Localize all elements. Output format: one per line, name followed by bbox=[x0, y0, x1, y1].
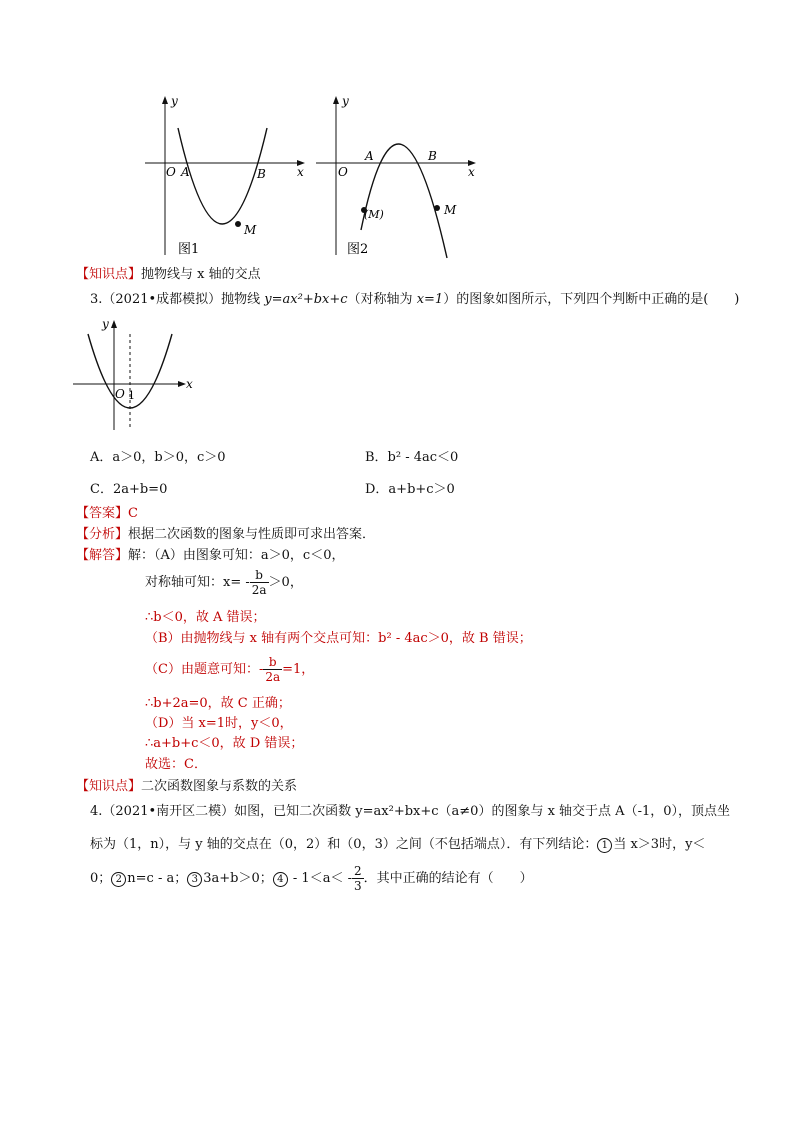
fig1-caption: 图1 bbox=[178, 242, 200, 257]
fig2-m-label: M bbox=[444, 203, 457, 217]
solution-5-text: （C）由题意可知：- bbox=[145, 662, 264, 677]
q3-option-d: D．a+b+c＞0 bbox=[365, 482, 455, 497]
q3-analysis bbox=[76, 523, 375, 542]
knowledge-point-tag: 【知识点】 bbox=[76, 779, 142, 794]
q3-solution-line-7: （D）当 x=1时，y＜0， bbox=[145, 716, 293, 731]
q3-solution-line-3: ∴b＜0，故 A 错误； bbox=[145, 610, 266, 625]
solution-2-fraction bbox=[250, 568, 269, 597]
figure-2 bbox=[312, 90, 482, 260]
q4-line-3 bbox=[90, 864, 533, 893]
q3-option-b: B．b² - 4ac＜0 bbox=[365, 450, 459, 465]
fraction-denominator: 3 bbox=[353, 879, 362, 893]
solution-text: 解：（A）由图象可知：a＞0，c＜0， bbox=[128, 548, 345, 563]
q4-line-3-suffix: ．其中正确的结论有（ ） bbox=[363, 871, 533, 886]
conclusion-4-fraction bbox=[352, 864, 364, 893]
fig1-origin-label: O bbox=[166, 165, 176, 179]
solution-tag: 【解答】 bbox=[76, 548, 129, 563]
fig2-a-label: A bbox=[365, 149, 374, 163]
knowledge-point-text: 抛物线与 x 轴的交点 bbox=[141, 267, 261, 282]
fig2-caption: 图2 bbox=[347, 242, 369, 257]
conclusion-3-text: 3a+b＞0； bbox=[203, 871, 273, 886]
q3-solution-line-1 bbox=[76, 544, 344, 563]
fig1-y-arrow bbox=[162, 96, 168, 104]
q3-solution-line-6: ∴b+2a=0，故 C 正确； bbox=[145, 696, 291, 711]
answer-value: C bbox=[128, 506, 138, 521]
fig1-parabola bbox=[178, 128, 267, 224]
fig2-y-label: y bbox=[342, 94, 349, 108]
q3-one-label: 1 bbox=[128, 389, 135, 402]
fig2-x-label: x bbox=[468, 165, 475, 179]
fig1-x-label: x bbox=[297, 165, 304, 179]
q3-stem-formula: y=ax²+bx+c bbox=[264, 292, 348, 307]
q3-solution-line-2 bbox=[145, 568, 303, 597]
knowledge-point-text: 二次函数图象与系数的关系 bbox=[141, 779, 298, 794]
answer-tag: 【答案】 bbox=[76, 506, 129, 521]
knowledge-point-1 bbox=[76, 263, 261, 282]
fig1-point-m bbox=[235, 221, 241, 227]
q3-stem bbox=[90, 288, 739, 307]
fig1-y-label: y bbox=[171, 94, 178, 108]
q4-line-2-suffix: 当 x＞3时，y＜ bbox=[613, 837, 706, 852]
q3-solution-line-9: 故选：C． bbox=[145, 757, 207, 772]
fig2-point-m bbox=[434, 205, 440, 211]
conclusion-1-marker: 1 bbox=[597, 838, 612, 853]
fig1-a-label: A bbox=[181, 165, 190, 179]
q3-x-label: x bbox=[186, 377, 193, 391]
solution-2-suffix: ＞0， bbox=[268, 575, 303, 590]
conclusion-2-text: n=c - a； bbox=[127, 871, 188, 886]
q3-solution-line-5 bbox=[145, 655, 314, 684]
fraction-numerator: b bbox=[263, 655, 282, 670]
fig2-origin-label: O bbox=[338, 165, 348, 179]
solution-2-text: 对称轴可知：x= - bbox=[145, 575, 250, 590]
q3-option-c: C．2a+b=0 bbox=[90, 482, 168, 497]
q3-solution-line-4: （B）由抛物线与 x 轴有两个交点可知：b² - 4ac＞0，故 B 错误； bbox=[145, 631, 532, 646]
fraction-numerator: 2 bbox=[353, 864, 362, 878]
q4-line-2-text: 标为（1，n），与 y 轴的交点在（0，2）和（0，3）之间（不包括端点）．有下列结论： bbox=[90, 837, 598, 852]
q4-line-3-text: 0； bbox=[90, 871, 112, 886]
analysis-text: 根据二次函数的图象与性质即可求出答案． bbox=[128, 527, 376, 542]
q3-y-arrow bbox=[111, 320, 117, 328]
q4-line-2 bbox=[90, 833, 705, 853]
q3-option-a: A．a＞0，b＞0，c＞0 bbox=[90, 450, 226, 465]
q3-figure bbox=[68, 312, 208, 437]
fig1-m-label: M bbox=[244, 223, 257, 237]
q4-line-1: 4.（2021•南开区二模）如图，已知二次函数 y=ax²+bx+c（a≠0）的图象与 x 轴交于点 A（-1，0），顶点坐 bbox=[90, 804, 731, 819]
figure-1 bbox=[140, 90, 310, 260]
q3-answer bbox=[76, 502, 138, 521]
fig2-y-arrow bbox=[333, 96, 339, 104]
fig2-m-prime-label: (M) bbox=[364, 208, 384, 221]
q3-stem-mid: （对称轴为 bbox=[347, 292, 417, 307]
conclusion-4-marker: 4 bbox=[273, 872, 288, 887]
fraction-numerator: b bbox=[250, 568, 269, 583]
q3-stem-suffix: ）的图象如图所示，下列四个判断中正确的是( ) bbox=[443, 292, 740, 307]
knowledge-point-2 bbox=[76, 775, 297, 794]
knowledge-point-tag: 【知识点】 bbox=[76, 267, 142, 282]
conclusion-2-marker: 2 bbox=[111, 872, 126, 887]
q3-solution-line-8: ∴a+b+c＜0，故 D 错误； bbox=[145, 736, 304, 751]
analysis-tag: 【分析】 bbox=[76, 527, 129, 542]
q3-stem-prefix: 3.（2021•成都模拟）抛物线 bbox=[90, 292, 265, 307]
q3-stem-axis: x=1 bbox=[416, 292, 444, 307]
fig1-b-label: B bbox=[257, 167, 266, 181]
conclusion-3-marker: 3 bbox=[187, 872, 202, 887]
q3-x-arrow bbox=[178, 381, 186, 387]
conclusion-4-text: - 1＜a＜ - bbox=[288, 871, 352, 886]
q3-y-label: y bbox=[102, 317, 109, 331]
q3-origin-label: O bbox=[115, 387, 125, 401]
solution-5-suffix: =1， bbox=[282, 662, 315, 677]
solution-5-fraction bbox=[263, 655, 282, 684]
fraction-denominator: 2a bbox=[251, 583, 267, 597]
fraction-denominator: 2a bbox=[265, 670, 281, 684]
fig2-b-label: B bbox=[428, 149, 437, 163]
